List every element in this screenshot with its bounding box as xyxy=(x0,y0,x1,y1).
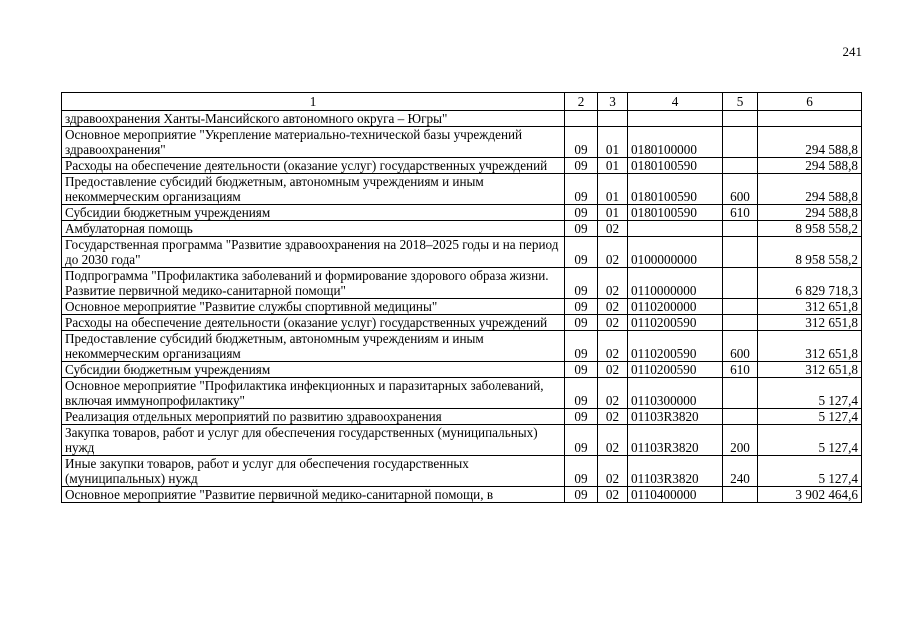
row-name-cell: Субсидии бюджетным учреждениям xyxy=(62,362,565,378)
row-section-cell: 09 xyxy=(565,315,598,331)
row-name-cell: Основное мероприятие "Укрепление материально-технической базы учреждений здравоохранения" xyxy=(62,127,565,158)
row-section-cell: 09 xyxy=(565,299,598,315)
row-section-cell: 09 xyxy=(565,409,598,425)
row-name-cell: Подпрограмма "Профилактика заболеваний и формирование здорового образа жизни. Развитие первичной медико-санитарной помощи" xyxy=(62,268,565,299)
row-section-cell xyxy=(565,111,598,127)
row-target-article-cell: 0110200590 xyxy=(628,362,723,378)
table-header-row xyxy=(62,93,862,111)
row-expense-type-cell xyxy=(723,237,758,268)
row-section-cell: 09 xyxy=(565,378,598,409)
row-amount-cell: 6 829 718,3 xyxy=(758,268,862,299)
row-target-article-cell xyxy=(628,221,723,237)
row-expense-type-cell xyxy=(723,299,758,315)
row-target-article-cell: 0110200000 xyxy=(628,299,723,315)
table-row xyxy=(62,331,862,362)
row-expense-type-cell xyxy=(723,111,758,127)
row-name-cell: Реализация отдельных мероприятий по развитию здравоохранения xyxy=(62,409,565,425)
table-row xyxy=(62,174,862,205)
table-row xyxy=(62,456,862,487)
table-row xyxy=(62,237,862,268)
row-section-cell: 09 xyxy=(565,487,598,503)
row-target-article-cell: 0180100590 xyxy=(628,158,723,174)
row-expense-type-cell: 610 xyxy=(723,362,758,378)
row-expense-type-cell xyxy=(723,378,758,409)
row-subsection-cell: 02 xyxy=(598,221,628,237)
row-name-cell: Основное мероприятие "Развитие первичной медико-санитарной помощи, в xyxy=(62,487,565,503)
header-cell: 1 xyxy=(62,93,565,111)
row-name-cell: Иные закупки товаров, работ и услуг для обеспечения государственных (муниципальных) нужд xyxy=(62,456,565,487)
row-name-cell: Предоставление субсидий бюджетным, автономным учреждениям и иным некоммерческим организациям xyxy=(62,331,565,362)
row-amount-cell: 312 651,8 xyxy=(758,299,862,315)
header-cell: 6 xyxy=(758,93,862,111)
table-row xyxy=(62,268,862,299)
row-name-cell: Государственная программа "Развитие здравоохранения на 2018–2025 годы и на период до 2030 года" xyxy=(62,237,565,268)
budget-table xyxy=(61,92,862,503)
row-amount-cell: 8 958 558,2 xyxy=(758,221,862,237)
row-section-cell: 09 xyxy=(565,158,598,174)
row-subsection-cell: 02 xyxy=(598,456,628,487)
row-subsection-cell xyxy=(598,111,628,127)
row-amount-cell: 5 127,4 xyxy=(758,409,862,425)
row-target-article-cell: 0110200590 xyxy=(628,315,723,331)
header-cell: 2 xyxy=(565,93,598,111)
row-section-cell: 09 xyxy=(565,456,598,487)
row-expense-type-cell: 600 xyxy=(723,331,758,362)
row-section-cell: 09 xyxy=(565,221,598,237)
row-subsection-cell: 02 xyxy=(598,331,628,362)
row-expense-type-cell xyxy=(723,127,758,158)
row-amount-cell: 294 588,8 xyxy=(758,174,862,205)
row-subsection-cell: 01 xyxy=(598,174,628,205)
row-amount-cell xyxy=(758,111,862,127)
row-expense-type-cell: 600 xyxy=(723,174,758,205)
row-subsection-cell: 02 xyxy=(598,378,628,409)
row-target-article-cell xyxy=(628,111,723,127)
row-target-article-cell: 01103R3820 xyxy=(628,425,723,456)
row-name-cell: Расходы на обеспечение деятельности (оказание услуг) государственных учреждений xyxy=(62,315,565,331)
row-expense-type-cell xyxy=(723,487,758,503)
row-expense-type-cell: 240 xyxy=(723,456,758,487)
row-subsection-cell: 01 xyxy=(598,205,628,221)
row-name-cell: Амбулаторная помощь xyxy=(62,221,565,237)
row-section-cell: 09 xyxy=(565,127,598,158)
row-subsection-cell: 02 xyxy=(598,315,628,331)
row-target-article-cell: 01103R3820 xyxy=(628,409,723,425)
table-row xyxy=(62,158,862,174)
table-row xyxy=(62,315,862,331)
row-name-cell: Субсидии бюджетным учреждениям xyxy=(62,205,565,221)
row-name-cell: Основное мероприятие "Профилактика инфекционных и паразитарных заболеваний, включая иммунопрофилактику" xyxy=(62,378,565,409)
row-section-cell: 09 xyxy=(565,425,598,456)
row-section-cell: 09 xyxy=(565,268,598,299)
row-expense-type-cell xyxy=(723,268,758,299)
header-cell: 5 xyxy=(723,93,758,111)
header-cell: 3 xyxy=(598,93,628,111)
row-subsection-cell: 02 xyxy=(598,487,628,503)
row-subsection-cell: 02 xyxy=(598,268,628,299)
row-amount-cell: 312 651,8 xyxy=(758,362,862,378)
table-row xyxy=(62,362,862,378)
row-target-article-cell: 0180100590 xyxy=(628,205,723,221)
row-target-article-cell: 0110300000 xyxy=(628,378,723,409)
row-name-cell: Закупка товаров, работ и услуг для обеспечения государственных (муниципальных) нужд xyxy=(62,425,565,456)
row-subsection-cell: 02 xyxy=(598,362,628,378)
row-target-article-cell: 01103R3820 xyxy=(628,456,723,487)
row-name-cell: здравоохранения Ханты-Мансийского автономного округа – Югры" xyxy=(62,111,565,127)
row-target-article-cell: 0110400000 xyxy=(628,487,723,503)
row-expense-type-cell xyxy=(723,409,758,425)
table-row xyxy=(62,487,862,503)
table-row xyxy=(62,127,862,158)
row-amount-cell: 5 127,4 xyxy=(758,456,862,487)
table-row xyxy=(62,299,862,315)
row-expense-type-cell: 610 xyxy=(723,205,758,221)
row-amount-cell: 294 588,8 xyxy=(758,158,862,174)
row-amount-cell: 312 651,8 xyxy=(758,331,862,362)
header-cell: 4 xyxy=(628,93,723,111)
row-expense-type-cell: 200 xyxy=(723,425,758,456)
row-target-article-cell: 0110000000 xyxy=(628,268,723,299)
row-target-article-cell: 0180100000 xyxy=(628,127,723,158)
table-row xyxy=(62,221,862,237)
row-expense-type-cell xyxy=(723,158,758,174)
page-number: 241 xyxy=(842,44,862,59)
row-amount-cell: 312 651,8 xyxy=(758,315,862,331)
row-section-cell: 09 xyxy=(565,174,598,205)
row-amount-cell: 5 127,4 xyxy=(758,378,862,409)
row-target-article-cell: 0180100590 xyxy=(628,174,723,205)
row-subsection-cell: 02 xyxy=(598,425,628,456)
row-name-cell: Основное мероприятие "Развитие службы спортивной медицины" xyxy=(62,299,565,315)
row-name-cell: Предоставление субсидий бюджетным, автономным учреждениям и иным некоммерческим организациям xyxy=(62,174,565,205)
row-target-article-cell: 0110200590 xyxy=(628,331,723,362)
table-row xyxy=(62,205,862,221)
table-row xyxy=(62,409,862,425)
row-subsection-cell: 02 xyxy=(598,237,628,268)
row-name-cell: Расходы на обеспечение деятельности (оказание услуг) государственных учреждений xyxy=(62,158,565,174)
row-section-cell: 09 xyxy=(565,362,598,378)
row-amount-cell: 8 958 558,2 xyxy=(758,237,862,268)
row-amount-cell: 294 588,8 xyxy=(758,127,862,158)
row-expense-type-cell xyxy=(723,221,758,237)
row-amount-cell: 5 127,4 xyxy=(758,425,862,456)
row-subsection-cell: 02 xyxy=(598,409,628,425)
row-amount-cell: 3 902 464,6 xyxy=(758,487,862,503)
table-row xyxy=(62,425,862,456)
row-section-cell: 09 xyxy=(565,205,598,221)
row-subsection-cell: 01 xyxy=(598,127,628,158)
row-target-article-cell: 0100000000 xyxy=(628,237,723,268)
row-subsection-cell: 01 xyxy=(598,158,628,174)
table-row xyxy=(62,378,862,409)
row-subsection-cell: 02 xyxy=(598,299,628,315)
row-section-cell: 09 xyxy=(565,237,598,268)
table-row xyxy=(62,111,862,127)
row-section-cell: 09 xyxy=(565,331,598,362)
row-expense-type-cell xyxy=(723,315,758,331)
row-amount-cell: 294 588,8 xyxy=(758,205,862,221)
